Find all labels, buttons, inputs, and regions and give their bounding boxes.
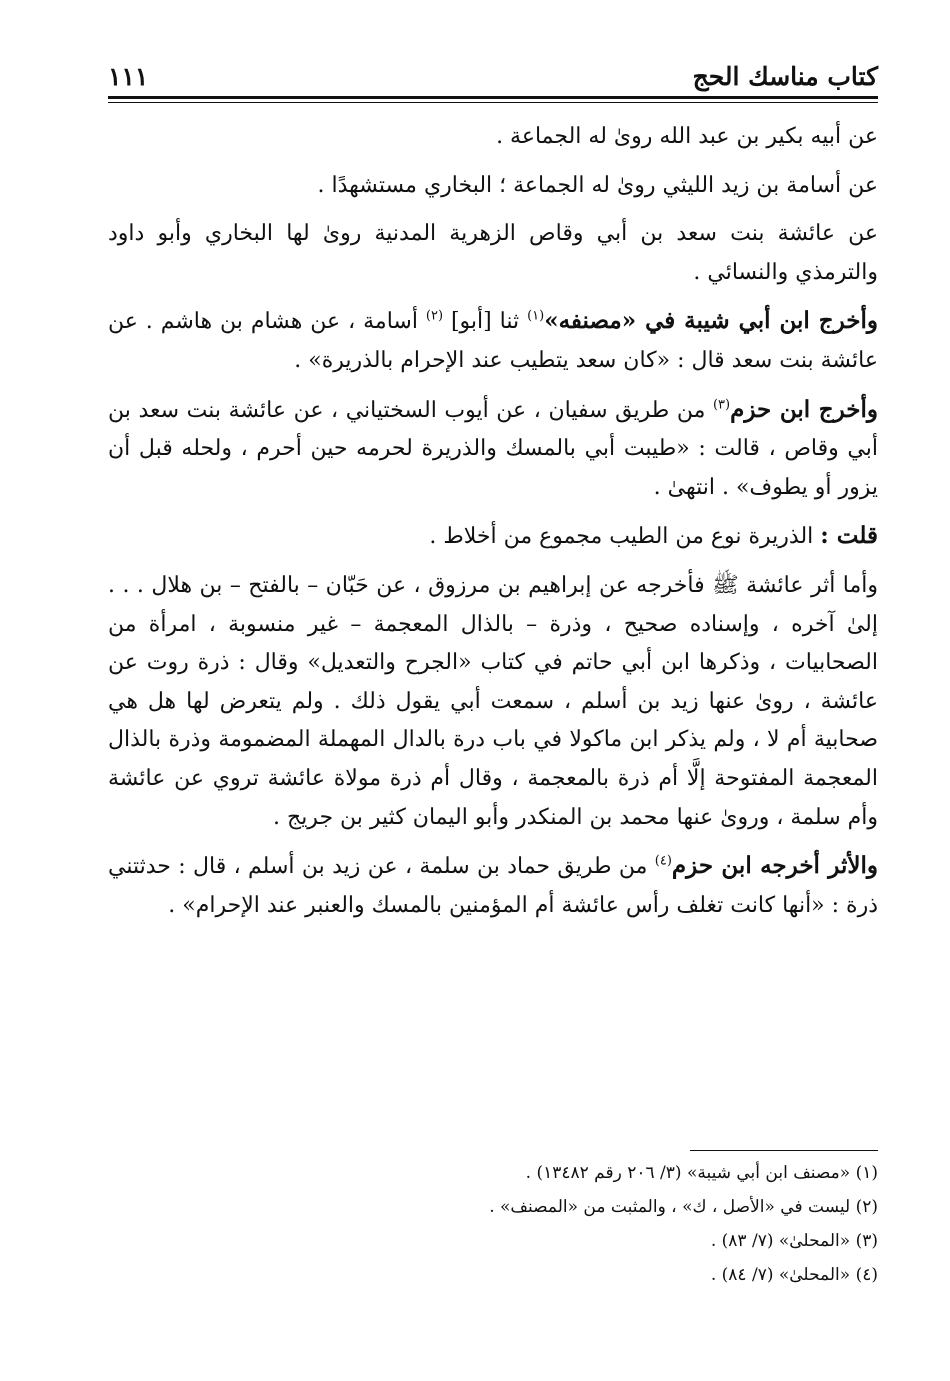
paragraph-athar-aisha: وأما أثر عائشة ﷺ فأخرجه عن إبراهيم بن مرزوق ، عن حَبّان – بالفتح – بن هلال . . . إلىٰ آخره ، وإسناده صحيح ، وذرة – بالذال المعجمة – غير منسوبة ، امرأة من الصحابيات ، وذكرها ابن أبي حاتم في كتاب «الجرح والتعديل» وقال : ذرة روت عن عائشة ، روىٰ عنها زيد بن أسلم ، سمعت أبي يقول ذلك . ولم يتعرض لها هل هي صحابية أم لا ، ولم يذكر ابن ماكولا في باب درة بالدال المهملة المضمومة وذرة بالذال المعجمة المفتوحة إلَّا أم ذرة بالمعجمة ، وقال أم ذرة مولاة عائشة تروي عن عائشة وأم سلمة ، وروىٰ عنها محمد بن المنكدر وأبو اليمان كثير بن جريج . <box>108 572 878 830</box>
footnote-4: (٤) «المحلىٰ» (٧/ ٨٤) . <box>710 1265 878 1285</box>
footnote-2: (٢) ليست في «الأصل ، ك» ، والمثبت من «المصنف» . <box>489 1197 878 1217</box>
narrator-line-2: عن أسامة بن زيد الليثي روىٰ له الجماعة ؛ البخاري مستشهدًا . <box>317 172 878 198</box>
paragraph-text: أسامة ، عن هشام بن هاشم . عن عائشة بنت سعد قال : «كان سعد يتطيب عند الإحرام بالذريرة» . <box>108 309 878 373</box>
paragraph-text: من طريق سفيان ، عن أيوب السختياني ، عن عائشة بنت سعد بن أبي وقاص ، قالت : «طيبت أبي بالمسك والذريرة لحرمه حين أحرم ، ولحله قبل أن يزور أو يطوف» . انتهىٰ . <box>108 397 878 500</box>
paragraph-lead: والأثر أخرجه ابن حزم <box>671 852 878 880</box>
page-number: ١١١ <box>108 62 149 91</box>
narrator-line-3: عن عائشة بنت سعد بن أبي وقاص الزهرية المدنية روىٰ لها البخاري وأبو داود والترمذي والنسائي . <box>108 221 878 285</box>
paragraph-lead: قلت : <box>820 522 878 550</box>
paragraph-text: ثنا [أبو] <box>443 309 528 335</box>
footnote-ref: (٤) <box>654 853 672 869</box>
paragraph-text: الذريرة نوع من الطيب مجموع من أخلاط . <box>429 524 821 550</box>
footnote-rule <box>690 1150 878 1151</box>
paragraph-ibn-abi-shayba <box>108 302 878 380</box>
footnote-3: (٣) «المحلىٰ» (٧/ ٨٣) . <box>710 1231 878 1251</box>
running-header <box>108 60 878 96</box>
footnotes <box>108 1156 878 1292</box>
footnote-ref: (٣) <box>712 397 731 413</box>
paragraph-lead: وأخرج ابن حزم <box>730 395 879 423</box>
footnote-1: (١) «مصنف ابن أبي شيبة» (٣/ ٢٠٦ رقم ١٣٤٨٢) . <box>525 1163 878 1183</box>
paragraph-ibn-hazm-2 <box>108 847 878 925</box>
book-title: كتاب مناسك الحج <box>692 62 878 91</box>
footnote-ref: (٢) <box>425 309 444 325</box>
paragraph-ibn-hazm-1 <box>108 391 878 508</box>
main-text <box>108 118 878 925</box>
header-rule-thick <box>108 96 878 99</box>
header-rule-thin <box>108 102 878 103</box>
paragraph-text: من طريق حماد بن سلمة ، عن زيد بن أسلم ، قال : حدثتني ذرة : «أنها كانت تغلف رأس عائشة أم المؤمنين بالمسك والعنبر عند الإحرام» . <box>108 854 878 918</box>
narrator-line-1: عن أبيه بكير بن عبد الله روىٰ له الجماعة . <box>496 124 878 149</box>
paragraph-note <box>108 517 878 557</box>
paragraph-lead: وأخرج ابن أبي شيبة في «مصنفه» <box>544 307 878 335</box>
footnote-ref: (١) <box>527 309 545 325</box>
